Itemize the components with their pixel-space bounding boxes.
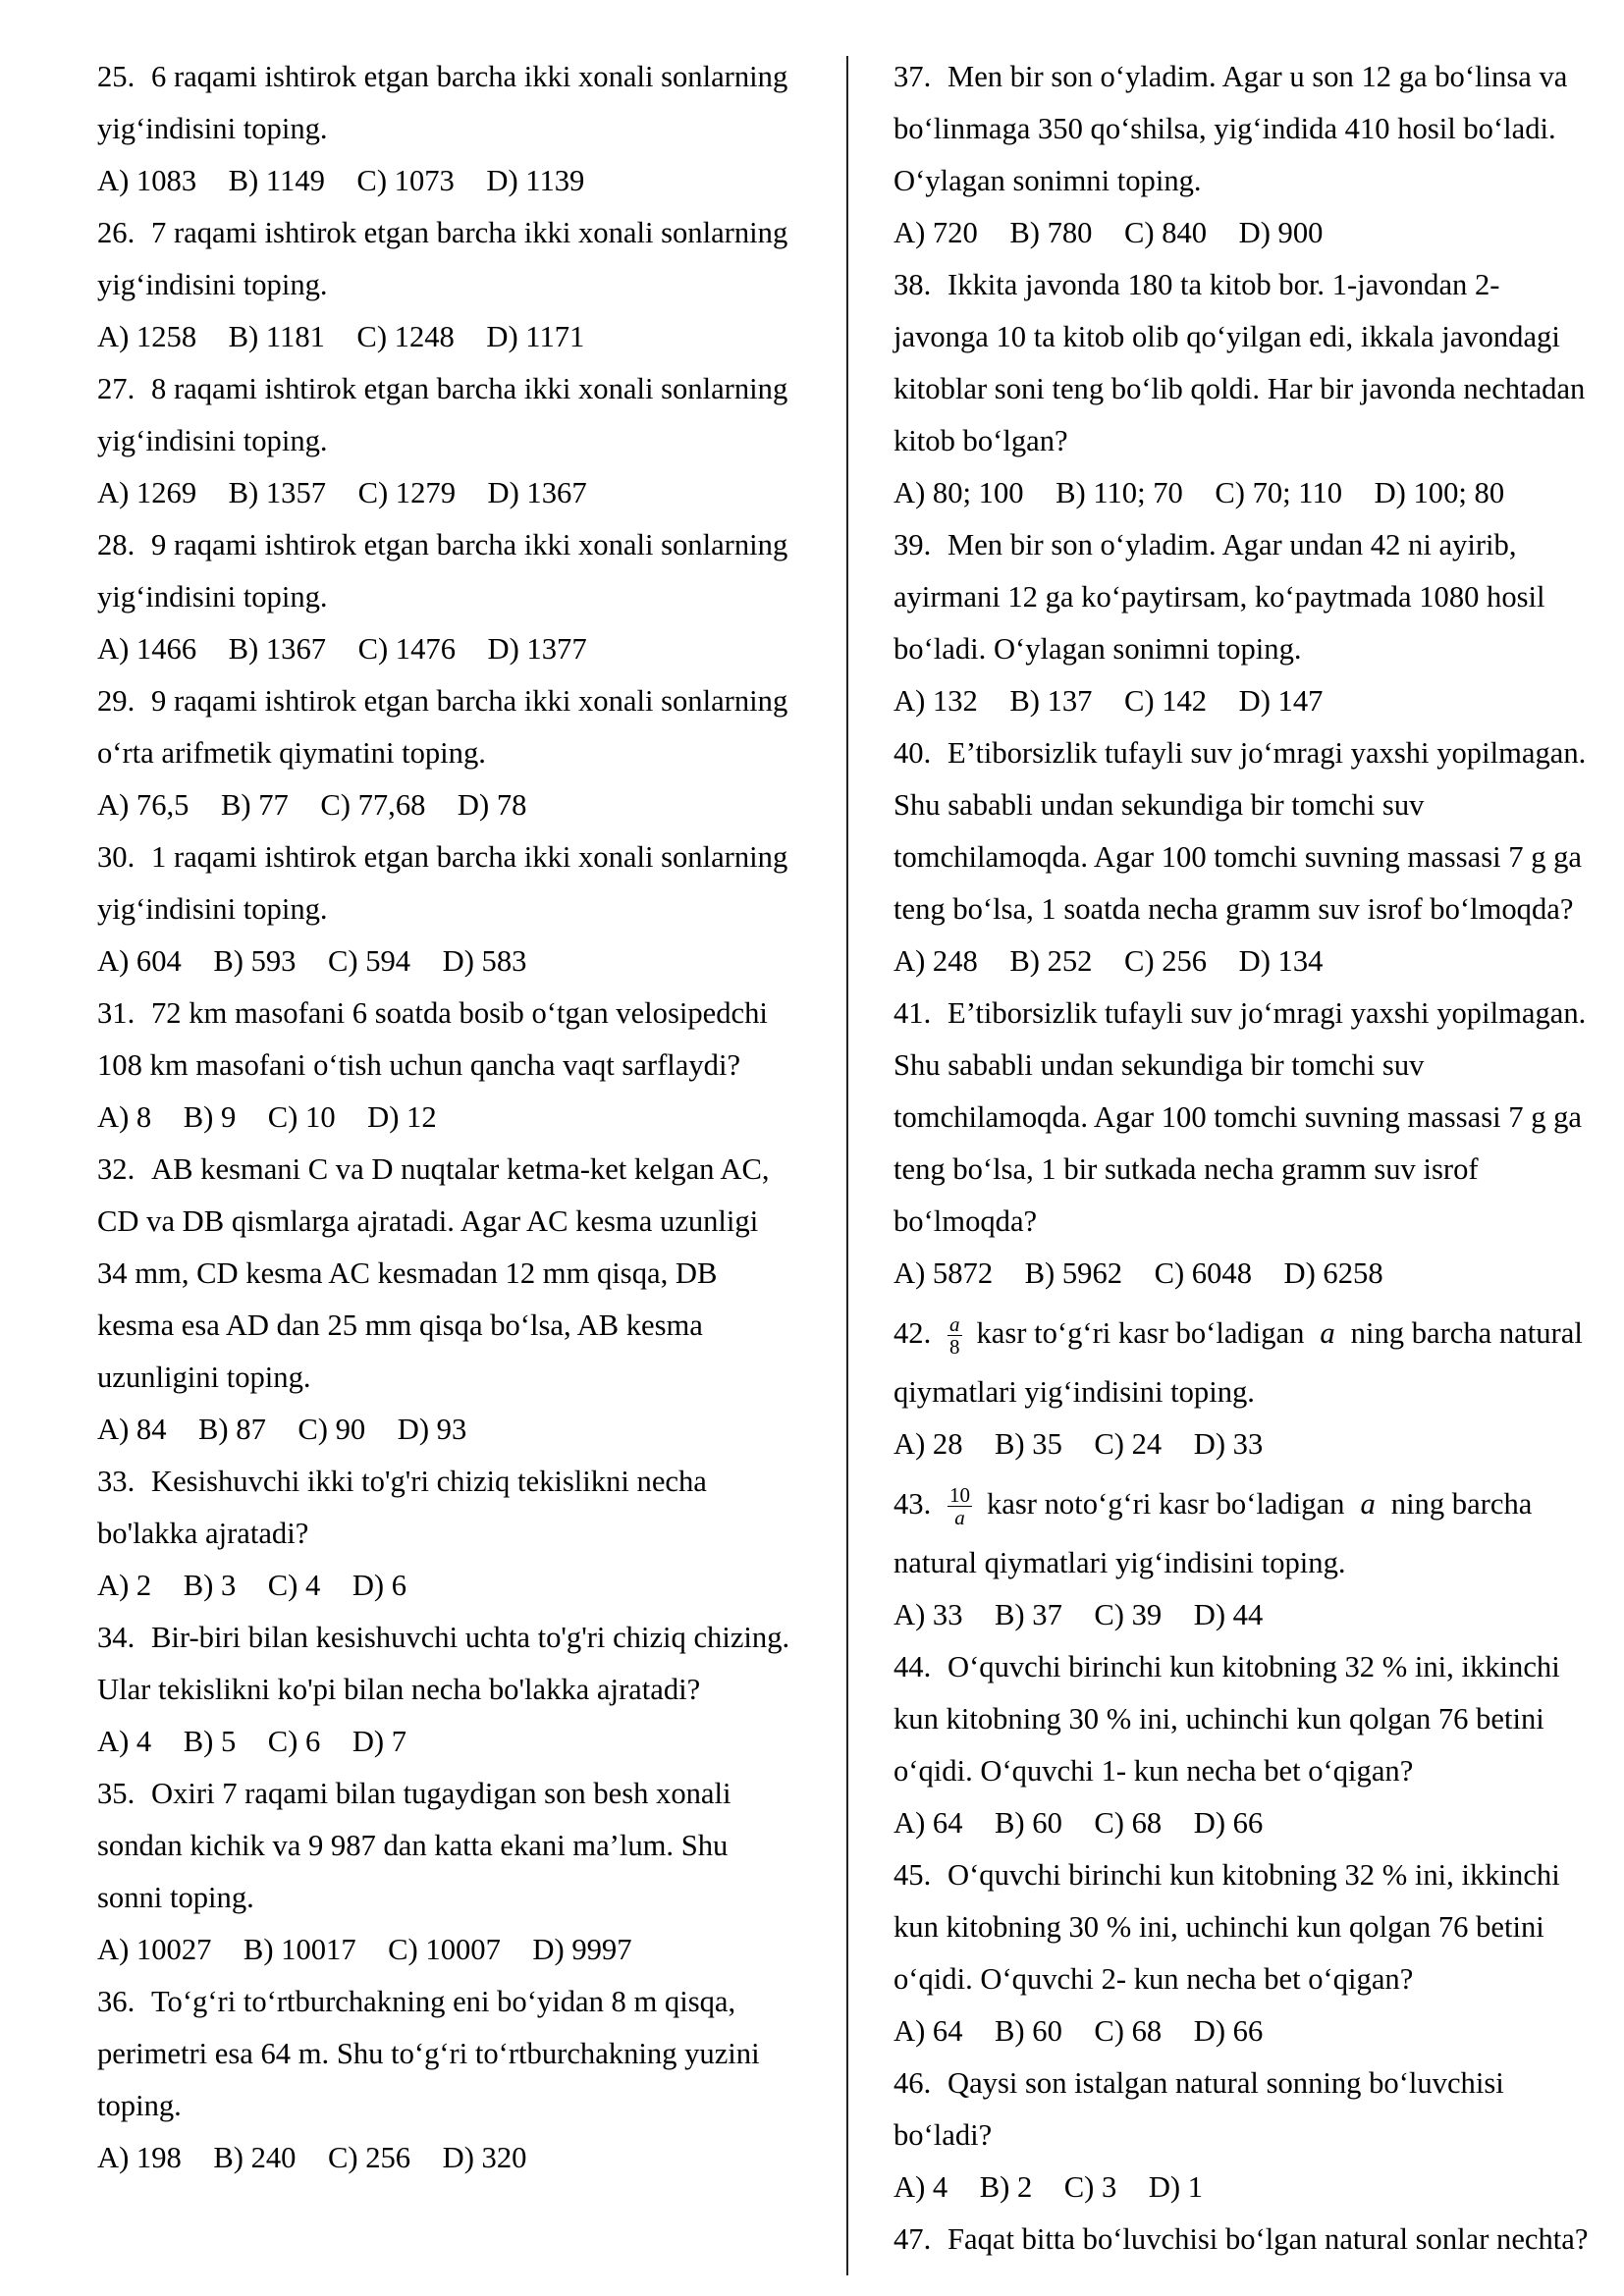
question-text: ayirmani 12 ga ko‘paytirsam, ko‘paytmada 1080 hosil	[893, 580, 1545, 614]
answer-options	[97, 779, 839, 831]
option-d: D) 1377	[487, 632, 587, 666]
question-number: 36.	[97, 1985, 135, 2018]
option-c: C) 256	[327, 2141, 411, 2174]
question-41	[893, 988, 1615, 1300]
question-number: 45.	[893, 1858, 932, 1892]
option-d: D) 93	[397, 1413, 467, 1446]
question-number: 46.	[893, 2066, 932, 2100]
option-b: B) 60	[995, 2014, 1062, 2048]
option-b: B) 77	[220, 788, 289, 822]
option-d: D) 134	[1238, 944, 1324, 978]
question-text: E’tiborsizlik tufayli suv jo‘mragi yaxshi yopilmagan.	[947, 996, 1587, 1030]
answer-options	[97, 155, 839, 207]
option-c: C) 10	[267, 1100, 336, 1134]
option-a: A) 64	[893, 1806, 963, 1840]
option-a: A) 4	[97, 1725, 152, 1758]
fraction	[947, 1311, 962, 1359]
option-a: A) 64	[893, 2014, 963, 2048]
question-stem-line	[893, 1300, 1615, 1366]
option-c: C) 1476	[357, 632, 456, 666]
question-number: 37.	[893, 60, 932, 93]
question-text: kun kitobning 30 % ini, uchinchi kun qolgan 76 betini	[893, 1910, 1544, 1944]
question-text: bo‘lmoqda?	[893, 1204, 1038, 1238]
answer-options	[97, 467, 839, 519]
question-28	[97, 519, 839, 675]
option-b: B) 110; 70	[1056, 476, 1183, 509]
math-variable: a	[1320, 1316, 1335, 1350]
column-divider	[846, 56, 848, 2275]
answer-options	[893, 1797, 1615, 1849]
option-d: D) 1171	[486, 320, 585, 353]
answer-options	[97, 2132, 839, 2184]
option-c: C) 77,68	[320, 788, 426, 822]
option-c: C) 6	[267, 1725, 321, 1758]
right-column	[893, 51, 1615, 2266]
option-b: B) 252	[1009, 944, 1093, 978]
question-stem-line	[97, 207, 839, 259]
question-text: To‘g‘ri to‘rtburchakning eni bo‘yidan 8 m qisqa,	[151, 1985, 736, 2018]
fraction-denominator: a	[947, 1506, 972, 1528]
question-stem-line	[97, 675, 839, 727]
question-text: 72 km masofani 6 soatda bosib o‘tgan velosipedchi	[151, 996, 768, 1030]
option-b: B) 10017	[243, 1933, 356, 1966]
question-39	[893, 519, 1615, 727]
question-number: 28.	[97, 528, 135, 561]
question-number: 30.	[97, 840, 135, 874]
option-c: C) 39	[1094, 1598, 1163, 1631]
question-stem-line	[97, 1144, 839, 1196]
option-b: B) 3	[183, 1569, 237, 1602]
question-stem-line	[97, 1456, 839, 1508]
option-c: C) 256	[1123, 944, 1208, 978]
question-text: Kesishuvchi ikki to'g'ri chiziq tekislikni necha	[151, 1465, 707, 1498]
question-stem-line	[97, 1976, 839, 2028]
question-43	[893, 1470, 1615, 1641]
option-a: A) 1258	[97, 320, 197, 353]
option-b: B) 87	[198, 1413, 266, 1446]
question-text: Oxiri 7 raqami bilan tugaydigan son besh xonali	[151, 1777, 731, 1810]
option-d: D) 33	[1193, 1427, 1264, 1461]
math-variable: a	[1360, 1487, 1376, 1521]
option-d: D) 9997	[532, 1933, 632, 1966]
answer-options	[97, 1716, 839, 1768]
question-stem-line	[893, 1470, 1615, 1537]
question-44	[893, 1641, 1615, 1849]
option-b: B) 5962	[1024, 1256, 1123, 1290]
question-text: qiymatlari yig‘indisini toping.	[893, 1375, 1255, 1409]
answer-options	[97, 1092, 839, 1144]
question-text: bo'lakka ajratadi?	[97, 1517, 309, 1550]
option-c: C) 142	[1123, 684, 1208, 718]
option-c: C) 1073	[356, 164, 455, 197]
question-text: bo‘linmaga 350 qo‘shilsa, yig‘indida 410 hosil bo‘ladi.	[893, 112, 1556, 145]
option-b: B) 780	[1009, 216, 1093, 249]
question-stem-line	[893, 519, 1615, 571]
answer-options	[893, 2162, 1615, 2214]
question-text: 108 km masofani o‘tish uchun qancha vaqt sarflaydi?	[97, 1048, 741, 1082]
answer-options	[97, 623, 839, 675]
question-number: 38.	[893, 268, 932, 301]
answer-options	[97, 1404, 839, 1456]
question-text: O‘quvchi birinchi kun kitobning 32 % ini, ikkinchi	[947, 1858, 1560, 1892]
option-d: D) 6258	[1283, 1256, 1383, 1290]
question-text: AB kesmani C va D nuqtalar ketma-ket kelgan AC,	[151, 1152, 770, 1186]
option-c: C) 90	[298, 1413, 366, 1446]
option-d: D) 66	[1193, 2014, 1264, 2048]
option-d: D) 7	[352, 1725, 407, 1758]
question-text: Ular tekislikni ko'pi bilan necha bo'lakka ajratadi?	[97, 1673, 701, 1706]
question-text: tomchilamoqda. Agar 100 tomchi suvning massasi 7 g ga	[893, 840, 1583, 874]
option-d: D) 1367	[487, 476, 587, 509]
option-c: C) 10007	[388, 1933, 501, 1966]
option-a: A) 80; 100	[893, 476, 1024, 509]
option-a: A) 720	[893, 216, 978, 249]
option-a: A) 2	[97, 1569, 152, 1602]
question-number: 40.	[893, 736, 932, 770]
question-text: E’tiborsizlik tufayli suv jo‘mragi yaxshi yopilmagan.	[947, 736, 1587, 770]
question-34	[97, 1612, 839, 1768]
answer-options	[97, 1560, 839, 1612]
question-text: natural qiymatlari yig‘indisini toping.	[893, 1546, 1346, 1579]
fraction-denominator: 8	[949, 1334, 960, 1359]
option-b: B) 1367	[228, 632, 327, 666]
option-d: D) 12	[367, 1100, 437, 1134]
answer-options	[97, 311, 839, 363]
option-c: C) 1248	[356, 320, 455, 353]
question-stem-line	[893, 2214, 1615, 2266]
option-c: C) 4	[267, 1569, 321, 1602]
question-text: yig‘indisini toping.	[97, 892, 328, 926]
question-text: 9 raqami ishtirok etgan barcha ikki xonali sonlarning	[151, 684, 788, 718]
option-a: A) 76,5	[97, 788, 189, 822]
option-d: D) 1	[1148, 2170, 1204, 2204]
question-37	[893, 51, 1615, 259]
answer-options	[893, 2005, 1615, 2057]
question-30	[97, 831, 839, 988]
question-number: 31.	[97, 996, 135, 1030]
question-text: uzunligini toping.	[97, 1361, 311, 1394]
option-c: C) 3	[1063, 2170, 1117, 2204]
question-text: yig‘indisini toping.	[97, 112, 328, 145]
question-text: 7 raqami ishtirok etgan barcha ikki xonali sonlarning	[151, 216, 788, 249]
answer-options	[893, 207, 1615, 259]
option-a: A) 248	[893, 944, 978, 978]
answer-options	[97, 935, 839, 988]
question-number: 32.	[97, 1152, 135, 1186]
question-number: 35.	[97, 1777, 135, 1810]
question-text: Men bir son o‘yladim. Agar undan 42 ni ayirib,	[947, 528, 1517, 561]
fraction	[947, 1482, 972, 1529]
option-d: D) 66	[1193, 1806, 1264, 1840]
question-text: 9 raqami ishtirok etgan barcha ikki xonali sonlarning	[151, 528, 788, 561]
question-45	[893, 1849, 1615, 2057]
question-text: 34 mm, CD kesma AC kesmadan 12 mm qisqa, DB	[97, 1256, 718, 1290]
question-text: Shu sababli undan sekundiga bir tomchi suv	[893, 788, 1425, 822]
question-text: kitob bo‘lgan?	[893, 424, 1068, 457]
fraction-numerator: a	[949, 1311, 960, 1336]
question-text: kasr to‘g‘ri kasr bo‘ladigan	[976, 1316, 1305, 1350]
option-d: D) 44	[1193, 1598, 1264, 1631]
question-35	[97, 1768, 839, 1976]
question-38	[893, 259, 1615, 519]
answer-options	[893, 675, 1615, 727]
option-d: D) 1139	[486, 164, 585, 197]
question-text: bo‘ladi. O‘ylagan sonimni toping.	[893, 632, 1302, 666]
option-a: A) 33	[893, 1598, 963, 1631]
question-text: kun kitobning 30 % ini, uchinchi kun qolgan 76 betini	[893, 1702, 1544, 1735]
question-stem-line	[97, 1768, 839, 1820]
question-text: kesma esa AD dan 25 mm qisqa bo‘lsa, AB kesma	[97, 1308, 703, 1342]
question-text: ning barcha natural	[1350, 1316, 1583, 1350]
fraction-numerator: 10	[949, 1482, 970, 1507]
option-a: A) 1466	[97, 632, 197, 666]
question-stem-line	[893, 51, 1615, 103]
left-column	[97, 51, 839, 2184]
question-text: sondan kichik va 9 987 dan katta ekani ma’lum. Shu	[97, 1829, 729, 1862]
option-a: A) 28	[893, 1427, 963, 1461]
question-stem-line	[893, 988, 1615, 1040]
option-b: B) 1181	[228, 320, 325, 353]
question-stem-line	[893, 1849, 1615, 1901]
question-text: 6 raqami ishtirok etgan barcha ikki xonali sonlarning	[151, 60, 788, 93]
option-d: D) 100; 80	[1374, 476, 1505, 509]
question-text: bo‘ladi?	[893, 2118, 993, 2152]
answer-options	[893, 1589, 1615, 1641]
question-text: O‘quvchi birinchi kun kitobning 32 % ini, ikkinchi	[947, 1650, 1560, 1683]
question-stem-line	[97, 1612, 839, 1664]
question-number: 41.	[893, 996, 932, 1030]
question-number: 44.	[893, 1650, 932, 1683]
option-c: C) 68	[1094, 1806, 1163, 1840]
question-number: 26.	[97, 216, 135, 249]
question-text: yig‘indisini toping.	[97, 424, 328, 457]
question-29	[97, 675, 839, 831]
question-text: o‘qidi. O‘quvchi 2- kun necha bet o‘qigan?	[893, 1962, 1414, 1996]
question-40	[893, 727, 1615, 988]
question-text: teng bo‘lsa, 1 bir sutkada necha gramm suv isrof	[893, 1152, 1479, 1186]
question-text: Ikkita javonda 180 ta kitob bor. 1-javondan 2-	[947, 268, 1500, 301]
question-27	[97, 363, 839, 519]
question-text: Shu sababli undan sekundiga bir tomchi suv	[893, 1048, 1425, 1082]
option-d: D) 583	[442, 944, 527, 978]
question-stem-line	[893, 259, 1615, 311]
question-text: yig‘indisini toping.	[97, 268, 328, 301]
question-text: Qaysi son istalgan natural sonning bo‘luvchisi	[947, 2066, 1504, 2100]
question-text: O‘ylagan sonimni toping.	[893, 164, 1202, 197]
question-stem-line	[97, 831, 839, 883]
question-text: o‘rta arifmetik qiymatini toping.	[97, 736, 486, 770]
question-text: perimetri esa 64 m. Shu to‘g‘ri to‘rtburchakning yuzini	[97, 2037, 760, 2070]
answer-options	[893, 1418, 1615, 1470]
option-b: B) 5	[183, 1725, 237, 1758]
question-text: teng bo‘lsa, 1 soatda necha gramm suv isrof bo‘lmoqda?	[893, 892, 1574, 926]
question-42	[893, 1300, 1615, 1470]
question-number: 29.	[97, 684, 135, 718]
answer-options	[97, 1924, 839, 1976]
question-text: Faqat bitta bo‘luvchisi bo‘lgan natural sonlar nechta?	[947, 2222, 1589, 2256]
option-d: D) 320	[442, 2141, 527, 2174]
option-a: A) 10027	[97, 1933, 212, 1966]
option-c: C) 68	[1094, 2014, 1163, 2048]
option-c: C) 24	[1094, 1427, 1163, 1461]
question-number: 47.	[893, 2222, 932, 2256]
question-26	[97, 207, 839, 363]
question-32	[97, 1144, 839, 1456]
question-number: 33.	[97, 1465, 135, 1498]
option-d: D) 147	[1238, 684, 1324, 718]
question-text: toping.	[97, 2089, 182, 2122]
question-text: o‘qidi. O‘quvchi 1- kun necha bet o‘qigan?	[893, 1754, 1414, 1788]
option-c: C) 1279	[357, 476, 456, 509]
option-b: B) 593	[213, 944, 297, 978]
question-text: ning barcha	[1390, 1487, 1533, 1521]
question-31	[97, 988, 839, 1144]
answer-options	[893, 1248, 1615, 1300]
question-text: kitoblar soni teng bo‘lib qoldi. Har bir javonda nechtadan	[893, 372, 1586, 405]
option-c: C) 594	[327, 944, 411, 978]
option-b: B) 37	[995, 1598, 1062, 1631]
answer-options	[893, 467, 1615, 519]
option-b: B) 240	[213, 2141, 297, 2174]
question-text: kasr noto‘g‘ri kasr bo‘ladigan	[987, 1487, 1345, 1521]
question-number: 27.	[97, 372, 135, 405]
option-b: B) 9	[183, 1100, 237, 1134]
option-b: B) 137	[1009, 684, 1093, 718]
option-d: D) 78	[457, 788, 527, 822]
question-number: 39.	[893, 528, 932, 561]
option-c: C) 840	[1123, 216, 1208, 249]
question-33	[97, 1456, 839, 1612]
answer-options	[893, 935, 1615, 988]
question-number: 42.	[893, 1316, 932, 1350]
question-text: Men bir son o‘yladim. Agar u son 12 ga bo‘linsa va	[947, 60, 1568, 93]
question-stem-line	[97, 363, 839, 415]
question-number: 34.	[97, 1621, 135, 1654]
option-c: C) 6048	[1154, 1256, 1252, 1290]
option-b: B) 1149	[228, 164, 325, 197]
question-text: javonga 10 ta kitob olib qo‘yilgan edi, ikkala javondagi	[893, 320, 1560, 353]
option-a: A) 198	[97, 2141, 182, 2174]
option-b: B) 35	[995, 1427, 1062, 1461]
option-a: A) 604	[97, 944, 182, 978]
option-b: B) 60	[995, 1806, 1062, 1840]
question-text: tomchilamoqda. Agar 100 tomchi suvning massasi 7 g ga	[893, 1100, 1583, 1134]
question-text: Bir-biri bilan kesishuvchi uchta to'g'ri chiziq chizing.	[151, 1621, 790, 1654]
question-text: 8 raqami ishtirok etgan barcha ikki xonali sonlarning	[151, 372, 788, 405]
option-a: A) 8	[97, 1100, 152, 1134]
question-stem-line	[893, 727, 1615, 779]
question-text: yig‘indisini toping.	[97, 580, 328, 614]
option-c: C) 70; 110	[1215, 476, 1343, 509]
option-b: B) 1357	[228, 476, 327, 509]
question-46	[893, 2057, 1615, 2214]
option-a: A) 1269	[97, 476, 197, 509]
option-b: B) 2	[979, 2170, 1033, 2204]
question-text: sonni toping.	[97, 1881, 254, 1914]
question-stem-line	[97, 51, 839, 103]
question-number: 43.	[893, 1487, 932, 1521]
question-36	[97, 1976, 839, 2184]
option-d: D) 900	[1238, 216, 1324, 249]
question-number: 25.	[97, 60, 135, 93]
question-47	[893, 2214, 1615, 2266]
option-a: A) 4	[893, 2170, 948, 2204]
question-25	[97, 51, 839, 207]
option-a: A) 1083	[97, 164, 197, 197]
question-stem-line	[97, 519, 839, 571]
question-stem-line	[97, 988, 839, 1040]
question-stem-line	[893, 1641, 1615, 1693]
option-a: A) 132	[893, 684, 978, 718]
question-stem-line	[893, 2057, 1615, 2109]
option-d: D) 6	[352, 1569, 407, 1602]
option-a: A) 84	[97, 1413, 167, 1446]
question-text: 1 raqami ishtirok etgan barcha ikki xonali sonlarning	[151, 840, 788, 874]
question-text: CD va DB qismlarga ajratadi. Agar AC kesma uzunligi	[97, 1204, 759, 1238]
option-a: A) 5872	[893, 1256, 994, 1290]
